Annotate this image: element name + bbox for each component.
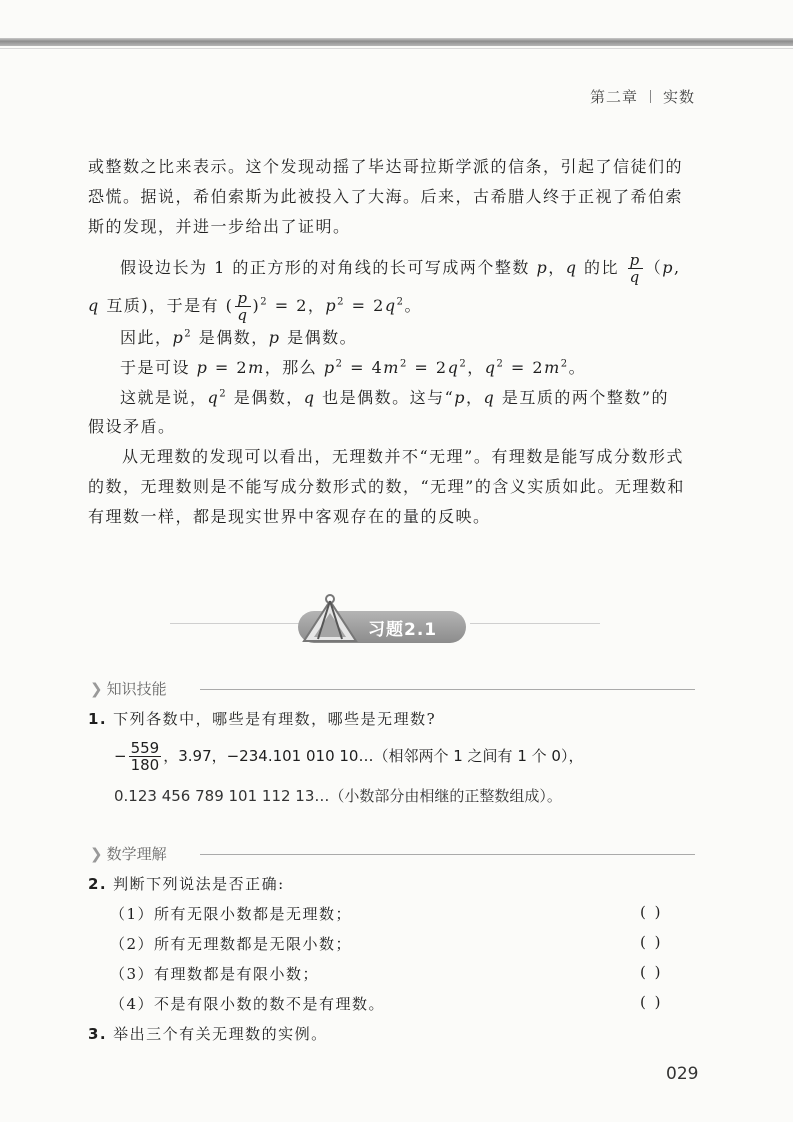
section-heading-understanding — [90, 843, 167, 864]
text-run: 的比 — [577, 258, 626, 277]
chapter-title: 实数 — [662, 88, 695, 106]
paragraph-5-line-1: 这就是说，$q^2$ 是偶数，q 也是偶数。这与“p，q 是互质的两个整数”的 — [120, 388, 670, 407]
compass-triangle-icon — [300, 593, 360, 645]
section-heading-skills — [90, 678, 167, 699]
question-1-line-2: 0.123 456 789 101 112 13…（小数部分由相继的正整数组成）。 — [114, 787, 562, 805]
question-3 — [88, 1023, 328, 1044]
paragraph-1: 或整数之比来表示。这个发现动摇了毕达哥拉斯学派的信条，引起了信徒们的恐慌。据说，希伯索斯为此被投入了大海。后来，古希腊人终于正视了希伯索斯的发现，并进一步给出了证明。 — [88, 157, 684, 236]
text-run: 因此， — [120, 328, 173, 347]
fraction-p-over-q: $\frac{p}{q}$ — [629, 251, 641, 286]
text-run: 是偶数。 — [280, 328, 358, 347]
answer-blank-2: ( ) — [640, 933, 663, 951]
text-run: 也是偶数。这与“ — [315, 388, 455, 407]
question-number: 2. — [88, 875, 108, 893]
paragraph-5-line-2: 假设矛盾。 — [88, 417, 176, 436]
section-rule — [200, 854, 695, 855]
paragraph-2-line-2: q 互质)，于是有 ( $\frac{p}{q}$ )$^2$ = 2，$p^2 = 2q^2$。 — [88, 289, 422, 324]
banner-pill — [298, 611, 466, 643]
top-rule — [0, 38, 793, 46]
question-2 — [88, 873, 285, 894]
chevron-right-icon: ❯ — [90, 680, 103, 698]
section-label: 知识技能 — [106, 680, 167, 698]
answer-blank-1: ( ) — [640, 903, 663, 921]
paragraph-2-line-1: 假设边长为 1 的正方形的对角线的长可写成两个整数 p，q 的比 $\frac{p}{q}$ （p, — [120, 251, 681, 286]
number-list: ，3.97，−234.101 010 10…（相邻两个 1 之间有 1 个 0）， — [163, 747, 584, 765]
text-run: 假设边长为 1 的正方形的对角线的长可写成两个整数 — [120, 258, 537, 277]
question-2-item-2: （2）所有无理数都是无限小数； — [110, 935, 353, 953]
section-rule — [200, 689, 695, 690]
banner-rule-right — [470, 623, 600, 624]
text-run: 是偶数， — [227, 388, 304, 407]
question-1 — [88, 708, 436, 729]
paragraph-3: 因此，$p^2$ 是偶数，p 是偶数。 — [120, 328, 358, 347]
header-divider — [650, 90, 651, 103]
running-header — [590, 86, 695, 107]
question-text: 判断下列说法是否正确: — [113, 875, 285, 893]
question-2-item-1: （1）所有无限小数都是无理数； — [110, 905, 353, 923]
text-run: 是互质的两个整数”的 — [495, 388, 670, 407]
numerator: 559 — [130, 739, 160, 757]
question-text: 举出三个有关无理数的实例。 — [113, 1025, 328, 1043]
answer-blank-3: ( ) — [640, 963, 663, 981]
question-2-item-3: （3）有理数都是有限小数； — [110, 965, 320, 983]
paragraph-4: 于是可设 p = 2m，那么 $p^2 = 4m^2 = 2q^2$，$q^2 = 2m^2$。 — [120, 358, 587, 377]
denominator: 180 — [130, 756, 160, 774]
chapter-label: 第二章 — [589, 88, 638, 106]
text-run: = 2， — [268, 296, 326, 315]
top-rule-thin — [0, 48, 793, 49]
paragraph-6: 从无理数的发现可以看出，无理数并不“无理”。有理数是能写成分数形式的数，无理数则是不能写成分数形式的数，“无理”的含义实质如此。无理数和有理数一样，都是现实世界中客观存在的量的反映。 — [88, 447, 685, 526]
exercise-title: 习题2.1 — [368, 620, 438, 640]
question-2-item-4: （4）不是有限小数的数不是有理数。 — [110, 995, 386, 1013]
page-number: 029 — [666, 1064, 699, 1084]
fraction-p-over-q: $\frac{p}{q}$ — [237, 289, 249, 324]
question-number: 1. — [88, 710, 108, 728]
text-run: 互质)，于是有 ( — [106, 296, 234, 315]
answer-blank-4: ( ) — [640, 993, 663, 1011]
banner-rule-left — [170, 623, 300, 624]
text-run: 是偶数， — [192, 328, 269, 347]
exercise-banner — [170, 595, 620, 655]
text-run: ，那么 — [264, 358, 324, 377]
section-label: 数学理解 — [106, 845, 167, 863]
text-run: 于是可设 — [120, 358, 197, 377]
chevron-right-icon: ❯ — [90, 845, 103, 863]
question-number: 3. — [88, 1025, 108, 1043]
text-run: 这就是说， — [120, 388, 208, 407]
question-text: 下列各数中，哪些是有理数，哪些是无理数? — [113, 710, 437, 728]
fraction-559-180 — [129, 740, 162, 773]
question-1-numbers: − $\frac{559}{180}$ ，3.97，−234.101 010 10…（相邻两个 1 之间有 1 个 0）， — [114, 739, 584, 774]
